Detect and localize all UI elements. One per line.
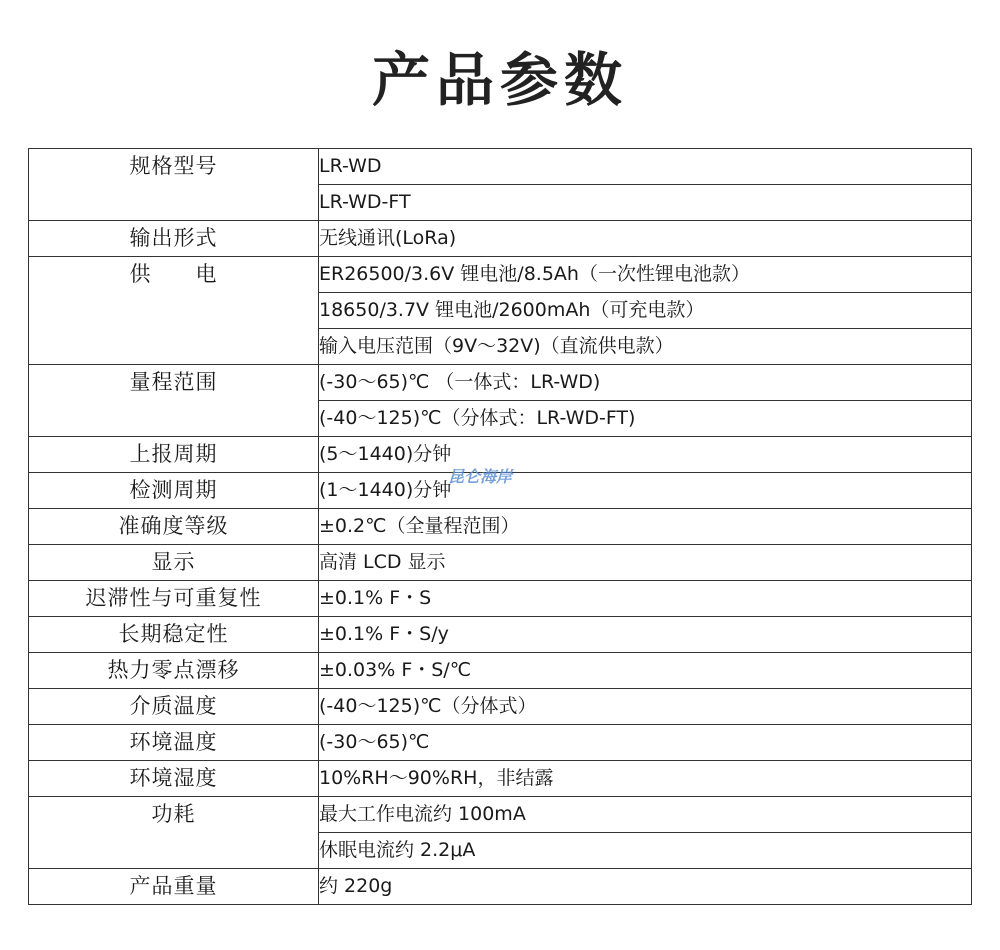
- spec-value: 最大工作电流约 100mA: [319, 803, 526, 825]
- spec-label: 显示: [151, 550, 196, 574]
- spec-value: (-40～125)℃（分体式：LR-WD-FT): [319, 407, 636, 429]
- spec-label: 功耗: [151, 802, 196, 826]
- spec-label: 检测周期: [129, 478, 218, 502]
- spec-label: 环境温度: [129, 730, 218, 754]
- spec-value: 10%RH～90%RH，非结露: [319, 767, 554, 789]
- table-row: [29, 221, 972, 257]
- spec-value-cell: [319, 725, 972, 761]
- spec-value-cell: [319, 653, 972, 689]
- spec-label-cell: [29, 149, 319, 221]
- spec-label-cell: [29, 617, 319, 653]
- spec-label: 迟滞性与可重复性: [85, 586, 262, 610]
- spec-value-cell: [319, 329, 972, 365]
- spec-label: 上报周期: [129, 442, 218, 466]
- table-row: [29, 689, 972, 725]
- spec-label-cell: [29, 473, 319, 509]
- spec-label-cell: [29, 581, 319, 617]
- spec-value-cell: [319, 221, 972, 257]
- spec-value-cell: [319, 797, 972, 833]
- spec-label-cell: [29, 221, 319, 257]
- spec-value-cell: [319, 689, 972, 725]
- page-title: 产品参数: [371, 46, 628, 114]
- spec-value: ±0.03% F・S/℃: [319, 659, 472, 681]
- spec-label: 量程范围: [129, 370, 218, 394]
- spec-value-cell: [319, 185, 972, 221]
- table-row: [29, 365, 972, 401]
- table-row: [29, 617, 972, 653]
- spec-value: 休眠电流约 2.2μA: [319, 839, 476, 861]
- spec-value: LR-WD-FT: [319, 191, 411, 213]
- spec-table: [28, 148, 972, 905]
- spec-label-cell: [29, 257, 319, 365]
- spec-value-cell: [319, 581, 972, 617]
- spec-label: 规格型号: [129, 154, 218, 178]
- spec-label-cell: [29, 509, 319, 545]
- spec-label: 环境湿度: [129, 766, 218, 790]
- spec-value: 高清 LCD 显示: [319, 551, 446, 573]
- spec-value-cell: [319, 833, 972, 869]
- spec-value-cell: [319, 149, 972, 185]
- spec-label: 热力零点漂移: [107, 658, 240, 682]
- table-row: [29, 257, 972, 293]
- spec-label: 输出形式: [129, 226, 218, 250]
- spec-label-cell: [29, 797, 319, 869]
- spec-value-cell: [319, 509, 972, 545]
- spec-value: ±0.1% F・S: [319, 587, 432, 609]
- spec-value: ±0.1% F・S/y: [319, 623, 449, 645]
- table-row: [29, 725, 972, 761]
- spec-value: ER26500/3.6V 锂电池/8.5Ah（一次性锂电池款）: [319, 263, 750, 285]
- spec-label-cell: [29, 689, 319, 725]
- table-row: [29, 761, 972, 797]
- spec-value: 输入电压范围（9V～32V)（直流供电款）: [319, 335, 674, 357]
- spec-value: 18650/3.7V 锂电池/2600mAh（可充电款）: [319, 299, 705, 321]
- table-row: [29, 869, 972, 905]
- spec-value: (5～1440)分钟: [319, 443, 452, 465]
- watermark-logo: 昆仑海岸: [448, 467, 513, 486]
- spec-value-cell: [319, 401, 972, 437]
- spec-value-cell: [319, 293, 972, 329]
- spec-value-cell: [319, 761, 972, 797]
- spec-value: ±0.2℃（全量程范围）: [319, 515, 520, 537]
- spec-label: 准确度等级: [118, 514, 229, 538]
- spec-label-cell: [29, 437, 319, 473]
- spec-value-cell: [319, 545, 972, 581]
- spec-value: (-30～65)℃ （一体式：LR-WD): [319, 371, 601, 393]
- spec-value-cell: [319, 617, 972, 653]
- spec-label: 产品重量: [129, 874, 218, 898]
- table-row: [29, 797, 972, 833]
- spec-value: (-30～65)℃: [319, 731, 430, 753]
- spec-label-cell: [29, 869, 319, 905]
- spec-value: (1～1440)分钟: [319, 479, 452, 501]
- spec-value-cell: [319, 869, 972, 905]
- spec-value-cell: [319, 473, 972, 509]
- table-row: [29, 545, 972, 581]
- spec-value: LR-WD: [319, 155, 382, 177]
- spec-label: 供 电: [129, 262, 218, 286]
- spec-value: 无线通讯(LoRa): [319, 227, 457, 249]
- spec-value-cell: [319, 437, 972, 473]
- spec-label-cell: [29, 545, 319, 581]
- spec-value: (-40～125)℃（分体式）: [319, 695, 537, 717]
- table-row: [29, 149, 972, 185]
- table-row: [29, 509, 972, 545]
- spec-value-cell: [319, 257, 972, 293]
- spec-value: 约 220g: [319, 875, 393, 897]
- spec-label: 长期稳定性: [118, 622, 229, 646]
- spec-label-cell: [29, 725, 319, 761]
- spec-label-cell: [29, 365, 319, 437]
- spec-value-cell: [319, 365, 972, 401]
- spec-label-cell: [29, 653, 319, 689]
- spec-label: 介质温度: [129, 694, 218, 718]
- spec-label-cell: [29, 761, 319, 797]
- table-row: [29, 653, 972, 689]
- table-row: [29, 581, 972, 617]
